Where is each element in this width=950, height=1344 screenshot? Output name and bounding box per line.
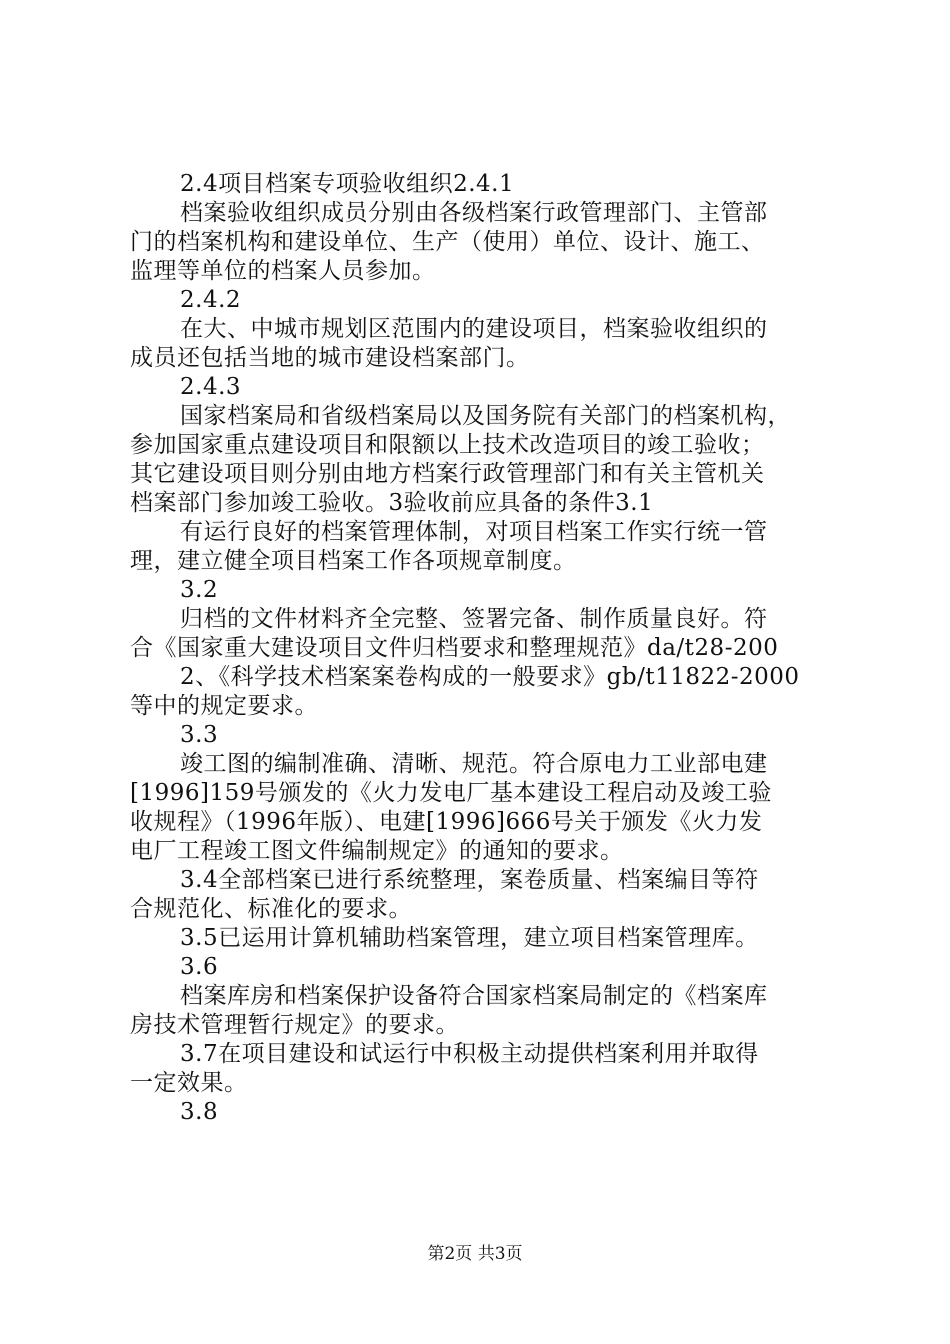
text-line: 3.5已运用计算机辅助档案管理，建立项目档案管理库。: [180, 925, 759, 951]
text-line: 收规程》（1996年版）、电建[1996]666号关于颁发《火力发: [130, 809, 763, 835]
text-line: 合规范化、标准化的要求。: [130, 896, 412, 922]
text-line: 2.4项目档案专项验收组织2.4.1: [180, 171, 515, 197]
text-line: 3.3: [180, 722, 219, 748]
text-line: 其它建设项目则分别由地方档案行政管理部门和有关主管机关: [130, 461, 765, 487]
text-line: 档案验收组织成员分别由各级档案行政管理部门、主管部: [180, 200, 768, 226]
text-line: 房技术管理暂行规定》的要求。: [130, 1012, 459, 1038]
text-line: 在大、中城市规划区范围内的建设项目，档案验收组织的: [180, 316, 768, 342]
text-line: 档案库房和档案保护设备符合国家档案局制定的《档案库: [180, 983, 768, 1009]
text-line: 参加国家重点建设项目和限额以上技术改造项目的竣工验收；: [130, 432, 765, 458]
text-line: 2、《科学技术档案案卷构成的一般要求》gb/t11822-2000: [180, 664, 800, 690]
text-line: 3.8: [180, 1099, 219, 1125]
page-footer: 第2页 共3页: [427, 1244, 523, 1264]
text-line: 一定效果。: [130, 1070, 248, 1096]
text-line: 3.6: [180, 954, 219, 980]
text-line: 国家档案局和省级档案局以及国务院有关部门的档案机构，: [180, 403, 791, 429]
document-body: [130, 170, 830, 1127]
text-line: [1996]159号颁发的《火力发电厂基本建设工程启动及竣工验: [130, 780, 772, 806]
text-line: 电厂工程竣工图文件编制规定》的通知的要求。: [130, 838, 624, 864]
text-line: 3.2: [180, 577, 219, 603]
text-line: 3.4全部档案已进行系统整理，案卷质量、档案编目等符: [180, 867, 759, 893]
text-line: 有运行良好的档案管理体制，对项目档案工作实行统一管: [180, 519, 768, 545]
text-line: 监理等单位的档案人员参加。: [130, 258, 436, 284]
text-line: 2.4.2: [180, 287, 242, 313]
text-line: 归档的文件材料齐全完整、签署完备、制作质量良好。符: [180, 606, 768, 632]
text-line: 成员还包括当地的城市建设档案部门。: [130, 345, 530, 371]
text-line: 竣工图的编制准确、清晰、规范。符合原电力工业部电建: [180, 751, 768, 777]
text-line: 2.4.3: [180, 374, 242, 400]
text-line: 合《国家重大建设项目文件归档要求和整理规范》da/t28-200: [130, 635, 779, 661]
text-line: 理，建立健全项目档案工作各项规章制度。: [130, 548, 577, 574]
text-line: 3.7在项目建设和试运行中积极主动提供档案利用并取得: [180, 1041, 759, 1067]
text-line: 门的档案机构和建设单位、生产（使用）单位、设计、施工、: [130, 229, 765, 255]
text-line: 等中的规定要求。: [130, 693, 318, 719]
text-line: 档案部门参加竣工验收。3验收前应具备的条件3.1: [130, 490, 654, 516]
